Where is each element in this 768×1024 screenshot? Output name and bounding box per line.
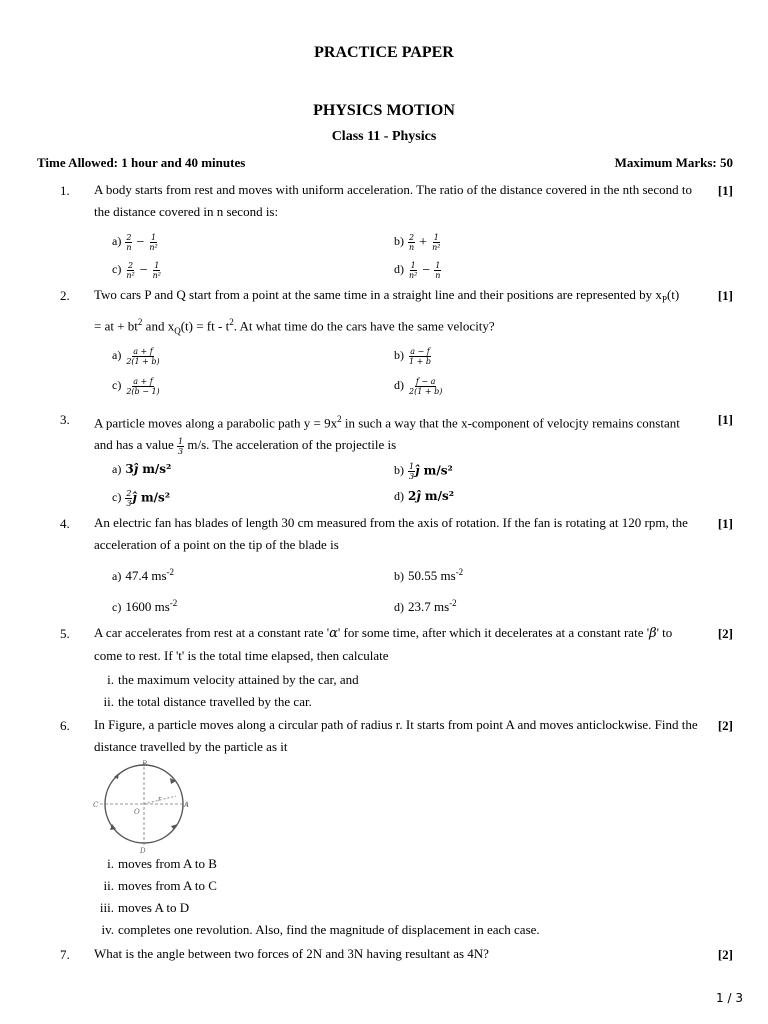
option-d: d) 23.7 $ms^{-2}$ bbox=[394, 598, 457, 614]
option-label: d) bbox=[394, 600, 404, 614]
option-d: d) $\frac{f - a}{2(1 + b)}$ bbox=[394, 377, 443, 396]
option-label: d) bbox=[394, 489, 404, 503]
page-number: 1 / 3 bbox=[716, 991, 743, 1005]
question-marks: [1] bbox=[717, 183, 733, 198]
question-number: 5. bbox=[60, 626, 70, 641]
option-b: b) $\frac{a - f}{1 + b}$ bbox=[394, 347, 431, 366]
question-text: Two cars P and Q start from a point at the same time in a straight line and their positions are represented by $x_P(t)$ = at + $bt^2$ and $x_Q(t)$ = ft - $t^2$. At what time do the cars have the same velocity? bbox=[94, 287, 680, 336]
subpart-item: iii. moves A to D bbox=[99, 900, 190, 915]
option-label: a) bbox=[112, 348, 122, 363]
figure-label-b: B bbox=[142, 760, 148, 768]
subpart-item: ii. moves from A to C bbox=[103, 878, 217, 893]
option-label: b) bbox=[394, 234, 404, 249]
option-c: c) $\frac{2}{3}$ ĵ m/s² bbox=[112, 489, 171, 508]
option-a: a) 3ĵ m/s² bbox=[112, 462, 172, 476]
option-label: b) bbox=[394, 463, 404, 478]
option-label: c) bbox=[112, 378, 122, 393]
question-marks: [2] bbox=[717, 947, 733, 962]
time-allowed: Time Allowed: 1 hour and 40 minutes bbox=[37, 155, 246, 170]
subpart-item: ii. the total distance travelled by the car. bbox=[103, 694, 312, 709]
option-d: d) 2ĵ m/s² bbox=[394, 489, 454, 503]
class-line: Class 11 - Physics bbox=[331, 129, 437, 144]
subpart-item: i. moves from A to B bbox=[107, 856, 217, 871]
question-number: 3. bbox=[60, 412, 70, 427]
figure-label-d: D bbox=[140, 847, 146, 854]
figure-label-r: r bbox=[158, 795, 162, 803]
question-text: A particle moves along a parabolic path $y = 9x^2$ in such a way that the x-component of velocjty remains constant and has a value $\frac{1}{3}$ m/s. The acceleration of the projectile is bbox=[94, 414, 680, 456]
paper-title: PRACTICE PAPER bbox=[314, 44, 454, 61]
option-b: b) $\frac{1}{3}$ ĵ m/s² bbox=[394, 462, 453, 481]
question-text: What is the angle between two forces of 2N and 3N having resultant as 4N? bbox=[94, 946, 489, 961]
option-label: c) bbox=[112, 600, 122, 614]
question-text: A car accelerates from rest at a constant rate 'α' for some time, after which it decelerates at a constant rate 'β' to come to rest. If 't' is the total time elapsed, then calculate bbox=[94, 625, 673, 663]
option-a: a) 47.4 $ms^{-2}$ bbox=[112, 567, 174, 583]
question-marks: [1] bbox=[717, 412, 733, 427]
question-number: 4. bbox=[60, 516, 70, 531]
question-text: A body starts from rest and moves with uniform acceleration. The ratio of the distance covered in the nth second to the distance covered in n second is: bbox=[94, 182, 692, 219]
figure-label-a: A bbox=[184, 801, 190, 809]
option-c: c) $\frac{a + f}{2(b - 1)}$ bbox=[112, 377, 160, 396]
figure-label-c: C bbox=[93, 801, 99, 809]
option-c: c) $\frac{2}{\text{n²}}$ − $\frac{1}{\text{n²}}$ bbox=[112, 261, 161, 280]
question-marks: [1] bbox=[717, 288, 733, 303]
option-c: c) 1600 $ms^{-2}$ bbox=[112, 598, 178, 614]
option-label: b) bbox=[394, 348, 404, 363]
question-number: 7. bbox=[60, 947, 70, 962]
option-label: a) bbox=[112, 462, 122, 476]
question-text: In Figure, a particle moves along a circular path of radius r. It starts from point A and moves anticlockwise. Find the distance travelled by the particle as it bbox=[94, 717, 698, 754]
option-label: a) bbox=[112, 569, 122, 583]
option-label: d) bbox=[394, 378, 404, 393]
option-label: d) bbox=[394, 262, 404, 277]
option-label: b) bbox=[394, 569, 404, 583]
figure-label-o: O bbox=[134, 808, 140, 816]
subject-title: PHYSICS MOTION bbox=[313, 102, 455, 119]
question-marks: [1] bbox=[717, 516, 733, 531]
option-label: c) bbox=[112, 490, 122, 505]
option-a: a) $\frac{a + f}{2(1 + b)}$ bbox=[112, 347, 160, 366]
option-a: a) $\frac{2}{n}$ − $\frac{1}{\text{n²}}$ bbox=[112, 233, 158, 252]
question-marks: [2] bbox=[717, 718, 733, 733]
option-b: b) 50.55 $ms^{-2}$ bbox=[394, 567, 464, 583]
option-b: b) $\frac{2}{n}$ + $\frac{1}{\text{n²}}$ bbox=[394, 233, 441, 252]
question-text: An electric fan has blades of length 30 cm measured from the axis of rotation. If the fan is rotating at 120 rpm, the acceleration of a point on the tip of the blade is bbox=[94, 515, 688, 552]
question-marks: [2] bbox=[717, 626, 733, 641]
question-number: 2. bbox=[60, 288, 70, 303]
option-label: a) bbox=[112, 234, 122, 249]
subpart-item: i. the maximum velocity attained by the car, and bbox=[107, 672, 359, 687]
circle-path-figure bbox=[92, 758, 196, 854]
subpart-item: iv. completes one revolution. Also, find the magnitude of displacement in each case. bbox=[101, 922, 540, 937]
question-number: 6. bbox=[60, 718, 70, 733]
option-d: d) $\frac{1}{\text{n²}}$ − $\frac{1}{n}$ bbox=[394, 261, 441, 280]
maximum-marks: Maximum Marks: 50 bbox=[614, 155, 733, 170]
question-number: 1. bbox=[60, 183, 70, 198]
option-label: c) bbox=[112, 262, 122, 277]
